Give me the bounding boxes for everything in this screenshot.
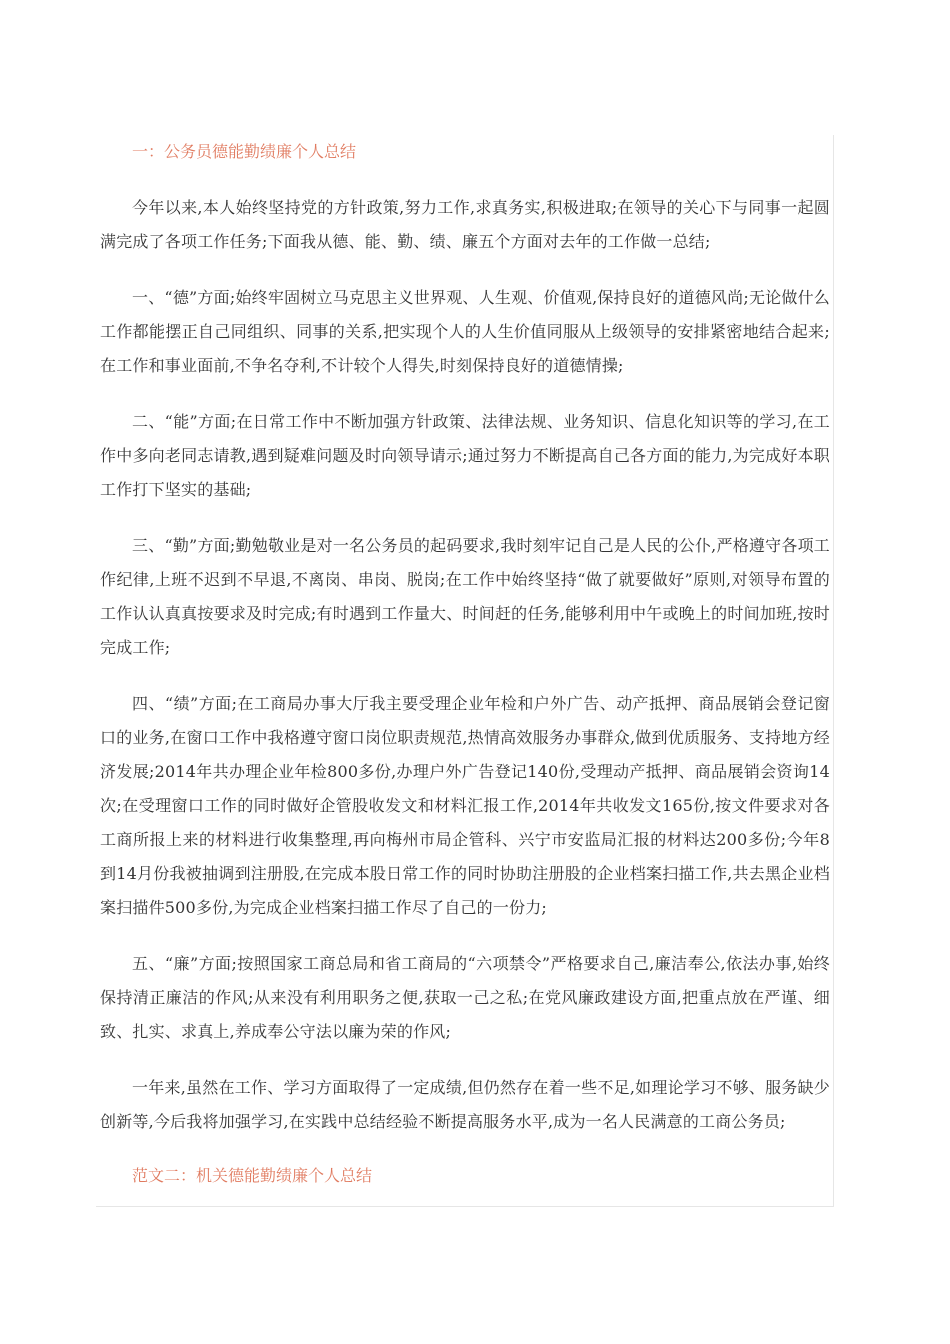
- paragraph-qin: 三、“勤”方面;勤勉敬业是对一名公务员的起码要求,我时刻牢记自己是人民的公仆,严格遵守各项工作纪律,上班不迟到不早退,不离岗、串岗、脱岗;在工作中始终坚持“做了就要做好”原则,对领导布置的工作认认真真按要求及时完成;有时遇到工作量大、时间赶的任务,能够利用中午或晚上的时间加班,按时完成工作;: [100, 536, 830, 657]
- paragraph-lian: 五、“廉”方面;按照国家工商总局和省工商局的“六项禁令”严格要求自己,廉洁奉公,依法办事,始终保持清正廉洁的作风;从来没有利用职务之便,获取一己之私;在党风廉政建设方面,把重点放在严谨、细致、扎实、求真上,养成奉公守法以廉为荣的作风;: [100, 954, 830, 1041]
- paragraph-ji: 四、“绩”方面;在工商局办事大厅我主要受理企业年检和户外广告、动产抵押、商品展销会登记窗口的业务,在窗口工作中我格遵守窗口岗位职责规范,热情高效服务办事群众,做到优质服务、支持地方经济发展;2014年共办理企业年检800多份,办理户外广告登记140份,受理动产抵押、商品展销会资询14次;在受理窗口工作的同时做好企管股收发文和材料汇报工作,2014年共收发文165份,按文件要求对各工商所报上来的材料进行收集整理,再向梅州市局企管科、兴宁市安监局汇报的材料达200多份;今年8到14月份我被抽调到注册股,在完成本股日常工作的同时协助注册股的企业档案扫描工作,共去黑企业档案扫描件500多份,为完成企业档案扫描工作尽了自己的一份力;: [100, 694, 830, 917]
- paragraph-intro: 今年以来,本人始终坚持党的方针政策,努力工作,求真务实,积极进取;在领导的关心下与同事一起圆满完成了各项工作任务;下面我从德、能、勤、绩、廉五个方面对去年的工作做一总结;: [100, 198, 830, 251]
- paragraph-neng: 二、“能”方面;在日常工作中不断加强方针政策、法律法规、业务知识、信息化知识等的学习,在工作中多向老同志请教,遇到疑难问题及时向领导请示;通过努力不断提高自己各方面的能力,为完成好本职工作打下坚实的基础;: [100, 412, 830, 499]
- paragraph-conclusion: 一年来,虽然在工作、学习方面取得了一定成绩,但仍然存在着一些不足,如理论学习不够、服务缺少创新等,今后我将加强学习,在实践中总结经验不断提高服务水平,成为一名人民满意的工商公务员;: [100, 1078, 830, 1131]
- section-heading-1: 一：公务员德能勤绩廉个人总结: [132, 142, 357, 161]
- section-heading-2: 范文二：机关德能勤绩廉个人总结: [132, 1166, 373, 1185]
- document-body: [100, 135, 830, 1193]
- paragraph-de: 一、“德”方面;始终牢固树立马克思主义世界观、人生观、价值观,保持良好的道德风尚;无论做什么工作都能摆正自己同组织、同事的关系,把实现个人的人生价值同服从上级领导的安排紧密地结合起来;在工作和事业面前,不争名夺利,不计较个人得失,时刻保持良好的道德情操;: [100, 288, 830, 375]
